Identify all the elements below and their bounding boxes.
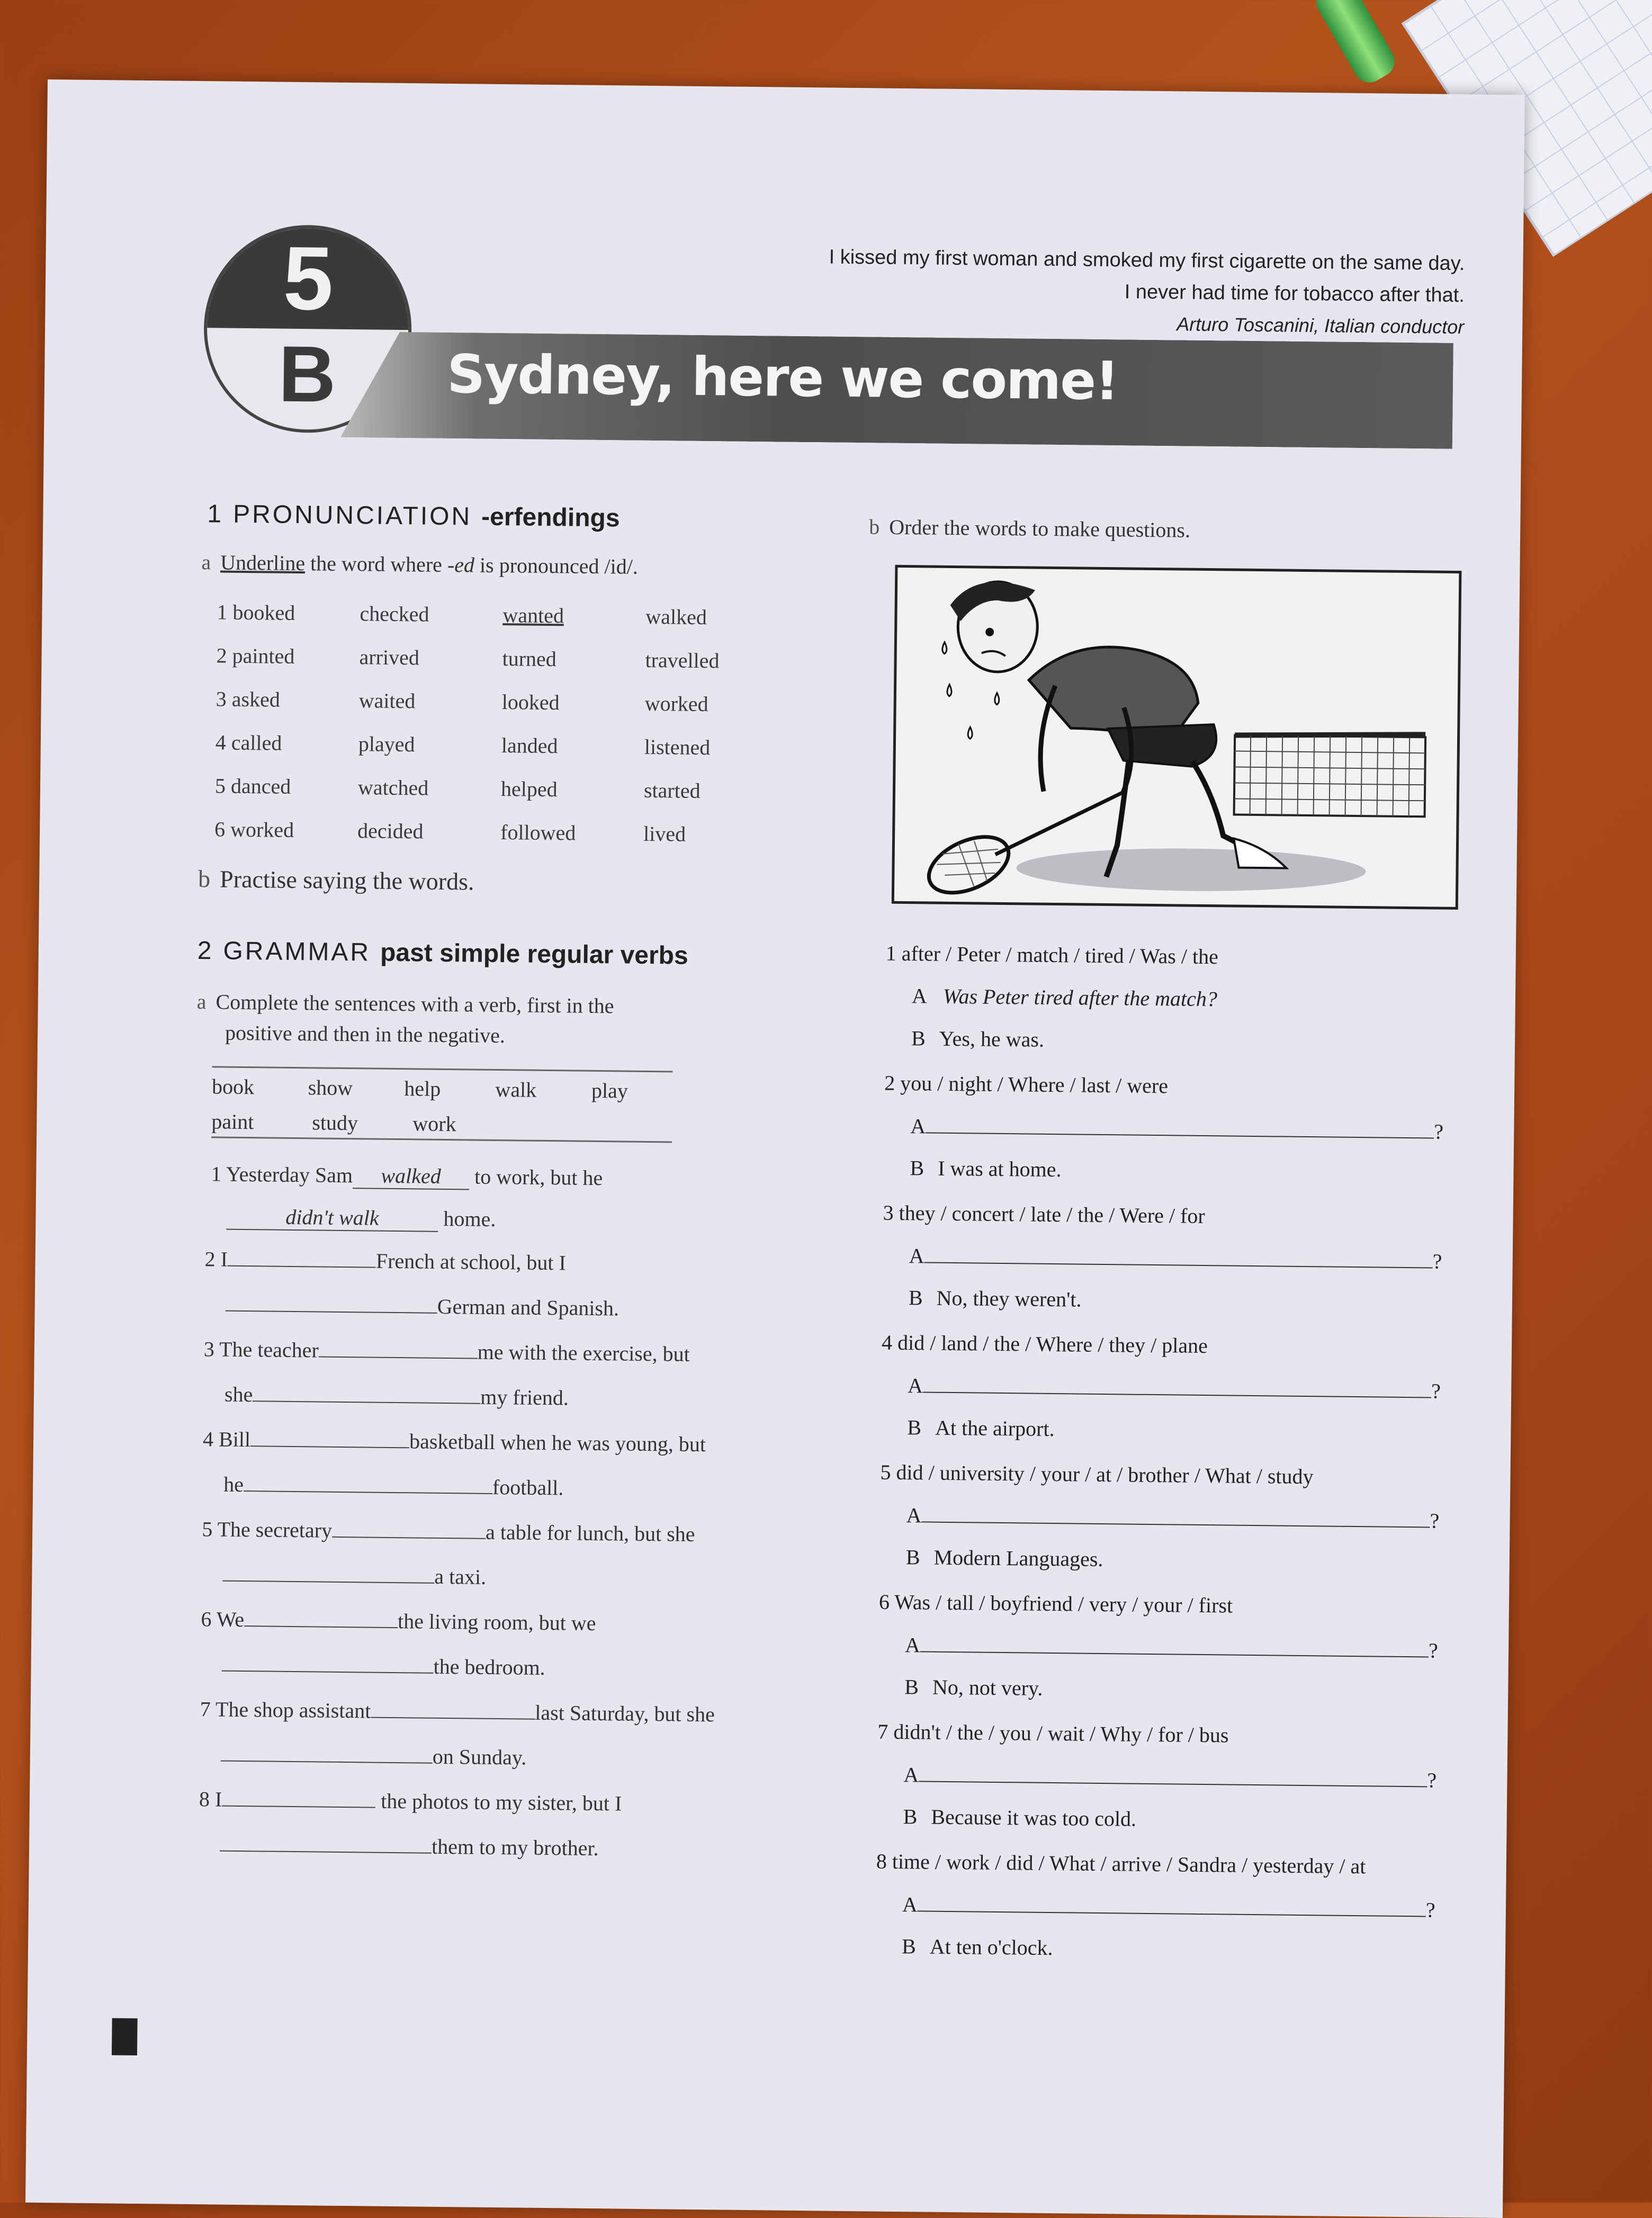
word-cell[interactable]: 4 called — [215, 730, 282, 755]
answer-a-letter: A — [906, 1503, 922, 1528]
verb-box-row-1 — [212, 1071, 673, 1107]
verb-option: paint — [211, 1109, 254, 1134]
answer-a-letter: A — [911, 984, 928, 1008]
answer-a-input[interactable] — [926, 1113, 1434, 1138]
verb-option: study — [312, 1110, 358, 1135]
word-cell[interactable]: wanted — [502, 603, 564, 628]
verb-option: show — [308, 1075, 353, 1100]
sentence-8: 8 I the photos to my sister, but I — [199, 1787, 622, 1816]
word-cell[interactable]: travelled — [645, 648, 720, 673]
sentence-3: 3 The teacher me with the exercise, but — [203, 1337, 690, 1366]
verb-option: work — [412, 1111, 456, 1136]
word-cell[interactable]: walked — [645, 604, 707, 630]
word-cell[interactable]: lived — [643, 821, 686, 846]
answer-b-letter: B — [908, 1286, 923, 1310]
answer-8-negative[interactable] — [220, 1831, 432, 1854]
verb-box — [211, 1066, 672, 1143]
section-1a-instruction: a Underline the word where -ed is pronounced /id/. — [201, 550, 639, 579]
sentence-2: 2 I French at school, but I — [204, 1247, 567, 1275]
question-mark: ? — [1433, 1119, 1444, 1144]
section-1b-order-instruction: b Order the words to make questions. — [869, 515, 1191, 542]
answer-b-letter: B — [907, 1415, 922, 1440]
unit-letter: B — [278, 329, 337, 419]
question-mark: ? — [1431, 1379, 1441, 1403]
sentence-7-cont: on Sunday. — [221, 1741, 527, 1770]
sentence-4: 4 Bill basketball when he was young, but — [202, 1427, 706, 1457]
answer-a-row — [906, 1502, 1439, 1533]
question-prompt: 4 did / land / the / Where / they / plane — [881, 1330, 1208, 1358]
section-2a-instruction: a Complete the sentences with a verb, first in the positive and then in the negative. — [196, 990, 614, 1048]
word-cell[interactable]: helped — [500, 777, 558, 802]
answer-6-positive[interactable] — [244, 1606, 398, 1628]
answer-b-text: No, not very. — [932, 1675, 1043, 1700]
question-mark: ? — [1427, 1768, 1437, 1792]
tennis-player-illustration — [892, 565, 1462, 910]
section-1-heading: 1 PRONUNCIATION -erfendings — [207, 500, 620, 533]
answer-b-text: No, they weren't. — [936, 1286, 1082, 1312]
pen — [1310, 0, 1400, 88]
answer-a-row — [905, 1632, 1438, 1663]
sentence-6: 6 We the living room, but we — [201, 1607, 596, 1636]
answer-a-letter: A — [903, 1763, 919, 1787]
answer-b-row — [904, 1674, 1043, 1701]
answer-a-input[interactable] — [919, 1762, 1427, 1787]
answer-a-input[interactable] — [921, 1502, 1430, 1528]
sentence-2-cont: German and Spanish. — [226, 1291, 620, 1321]
word-cell[interactable]: arrived — [359, 645, 420, 670]
word-cell[interactable]: 5 danced — [214, 774, 291, 798]
answer-b-letter: B — [904, 1675, 919, 1699]
answer-a-letter: A — [908, 1373, 923, 1398]
answer-a-letter: A — [910, 1114, 926, 1138]
answer-3-negative[interactable] — [253, 1381, 480, 1404]
answer-b-row — [911, 1026, 1044, 1052]
word-cell[interactable]: landed — [501, 733, 558, 758]
answer-a-row — [909, 1243, 1442, 1274]
answer-a-row — [910, 1113, 1443, 1144]
question-mark: ? — [1428, 1638, 1438, 1663]
word-cell[interactable]: listened — [644, 734, 711, 760]
word-cell[interactable]: turned — [502, 646, 557, 671]
sentence-3-cont: she my friend. — [224, 1382, 569, 1410]
word-cell[interactable]: 1 booked — [217, 600, 295, 625]
question-prompt: 3 they / concert / late / the / Were / for — [883, 1200, 1205, 1228]
word-cell[interactable]: looked — [501, 690, 560, 715]
page-title: Sydney, here we come! — [446, 343, 1119, 412]
answer-b-text: Because it was too cold. — [931, 1804, 1137, 1831]
word-cell[interactable]: checked — [360, 601, 429, 626]
answer-5-positive[interactable] — [332, 1517, 486, 1539]
verb-option: walk — [495, 1077, 537, 1102]
word-cell[interactable]: watched — [357, 775, 429, 800]
verb-box-row-2 — [211, 1106, 672, 1142]
word-cell[interactable]: waited — [358, 688, 416, 713]
sentence-7: 7 The shop assistant last Saturday, but she — [200, 1697, 715, 1727]
question-prompt: 2 you / night / Where / last / were — [884, 1071, 1169, 1098]
answer-b-text: I was at home. — [938, 1156, 1062, 1182]
unit-number: 5 — [282, 228, 334, 329]
verb-option: play — [591, 1078, 629, 1103]
answer-a-input[interactable] — [923, 1372, 1431, 1398]
sentence-8-cont: them to my brother. — [220, 1831, 599, 1861]
answer-b-letter: B — [911, 1026, 926, 1050]
answer-b-row — [902, 1934, 1053, 1960]
quote-author: Arturo Toscanini, Italian conductor — [1177, 313, 1465, 338]
sentence-5: 5 The secretary a table for lunch, but she — [202, 1517, 695, 1546]
answer-6-negative[interactable] — [222, 1651, 434, 1674]
answer-a-text: Was Peter tired after the match? — [942, 984, 1218, 1011]
answer-b-row — [910, 1155, 1061, 1182]
answer-4-negative[interactable] — [244, 1471, 492, 1494]
sentence-6-cont: the bedroom. — [221, 1651, 545, 1680]
section-1b-instruction: b Practise saying the words. — [197, 865, 474, 895]
answer-1-positive[interactable]: walked — [353, 1163, 470, 1190]
answer-a-row — [903, 1762, 1436, 1793]
section-2-heading: 2 GRAMMAR past simple regular verbs — [197, 937, 688, 970]
word-cell[interactable]: followed — [500, 820, 576, 845]
answer-a-letter: A — [909, 1244, 924, 1268]
verb-option: book — [211, 1074, 255, 1099]
word-cell[interactable]: decided — [357, 819, 424, 843]
answer-b-text: Modern Languages. — [933, 1545, 1103, 1572]
answer-2-positive[interactable] — [228, 1246, 376, 1268]
verb-option: help — [404, 1076, 441, 1101]
word-cell[interactable]: worked — [644, 691, 708, 716]
question-mark: ? — [1432, 1249, 1442, 1273]
answer-3-positive[interactable] — [319, 1337, 478, 1359]
answer-b-letter: B — [903, 1804, 918, 1829]
word-cell[interactable]: 3 asked — [216, 687, 281, 712]
answer-b-text: At the airport. — [935, 1415, 1055, 1441]
answer-a-input[interactable] — [918, 1891, 1426, 1917]
question-mark: ? — [1425, 1898, 1435, 1922]
answer-4-positive[interactable] — [250, 1426, 409, 1448]
answer-a-input[interactable] — [920, 1632, 1429, 1657]
quote-line-1: I kissed my first woman and smoked my first cigarette on the same day. — [829, 246, 1465, 275]
quote-line-2: I never had time for tobacco after that. — [1124, 281, 1465, 307]
word-cell[interactable]: 2 painted — [216, 643, 295, 668]
answer-2-negative[interactable] — [226, 1291, 437, 1314]
answer-a-row — [908, 1372, 1441, 1404]
question-prompt: 5 did / university / your / at / brother / What / study — [880, 1460, 1314, 1489]
word-table — [214, 597, 789, 850]
answer-a-letter: A — [904, 1633, 921, 1657]
answer-b-row — [907, 1415, 1055, 1441]
answer-b-row — [903, 1804, 1136, 1831]
question-prompt: 6 Was / tall / boyfriend / very / your / first — [878, 1590, 1233, 1618]
word-cell[interactable]: 6 worked — [214, 817, 294, 842]
answer-7-positive[interactable] — [371, 1698, 535, 1720]
answer-b-row — [906, 1544, 1103, 1572]
word-cell[interactable]: played — [358, 732, 415, 757]
sentence-1-cont: didn't walk home. — [226, 1204, 496, 1233]
question-prompt: 7 didn't / the / you / wait / Why / for / bus — [877, 1719, 1229, 1747]
sentence-4-cont: he football. — [223, 1472, 564, 1500]
answer-b-letter: B — [905, 1545, 920, 1569]
answer-8-positive[interactable] — [222, 1786, 375, 1808]
word-cell[interactable]: started — [643, 778, 701, 803]
quote — [723, 240, 1465, 343]
answer-b-letter: B — [910, 1156, 924, 1180]
answer-1-negative[interactable]: didn't walk — [226, 1204, 438, 1232]
answer-a-row — [912, 983, 1217, 1011]
page-corner-mark — [112, 2018, 138, 2055]
sentence-5-cont: a taxi. — [222, 1561, 486, 1590]
tennis-player-drawing — [894, 568, 1459, 907]
answer-b-text: At ten o'clock. — [929, 1934, 1053, 1960]
answer-b-row — [909, 1285, 1082, 1312]
answer-7-negative[interactable] — [221, 1741, 433, 1764]
answer-b-letter: B — [901, 1934, 917, 1959]
sentence-1: 1 Yesterday Sam walked to work, but he — [211, 1162, 603, 1190]
question-prompt: 1 after / Peter / match / tired / Was / the — [885, 941, 1219, 969]
answer-a-input[interactable] — [924, 1243, 1433, 1268]
worksheet-page — [25, 79, 1525, 2218]
question-prompt: 8 time / work / did / What / arrive / Sandra / yesterday / at — [876, 1849, 1366, 1879]
answer-a-letter: A — [902, 1892, 918, 1917]
answer-b-text: Yes, he was. — [939, 1026, 1045, 1052]
answer-a-row — [902, 1891, 1435, 1923]
answer-5-negative[interactable] — [222, 1561, 434, 1584]
question-mark: ? — [1430, 1508, 1440, 1533]
